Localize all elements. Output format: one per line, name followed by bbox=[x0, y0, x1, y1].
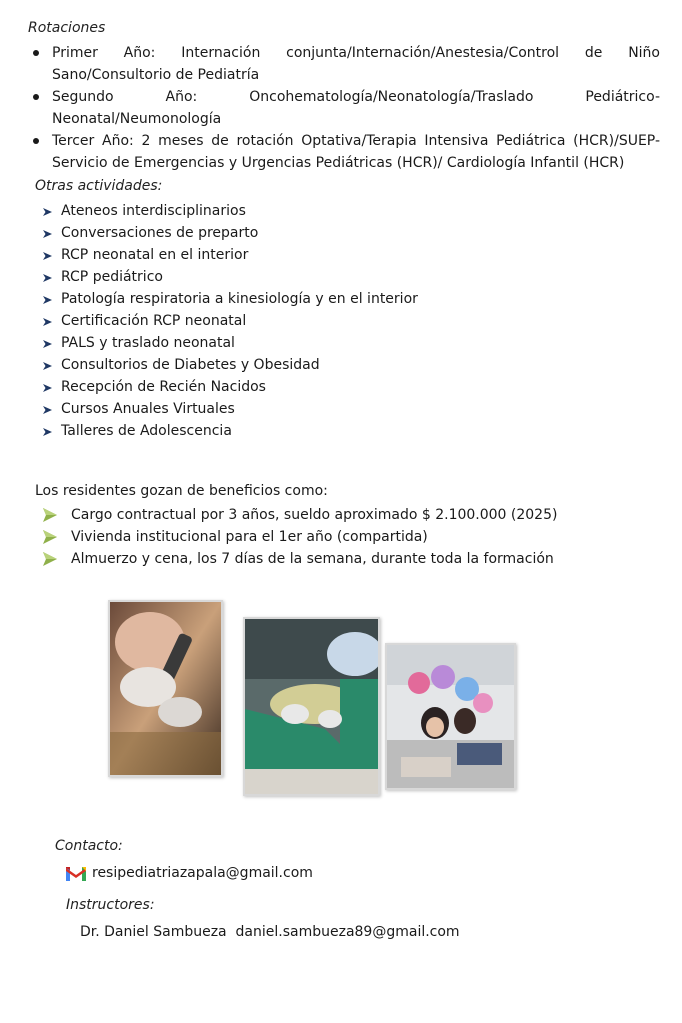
arrow-bullet-icon bbox=[43, 508, 57, 522]
photo-procedure-image bbox=[110, 602, 221, 775]
photo-neonatal-image bbox=[245, 619, 378, 794]
list-item: Tercer Año: 2 meses de rotación Optativa/Terapia Intensiva Pediátrica (HCR)/SUEP- Servicio de Emergencias y Urgencias Pediátricas (HCR)/ Cardiología Infantil (HCR) bbox=[28, 130, 660, 174]
rotations-list bbox=[28, 42, 660, 174]
list-item: Certificación RCP neonatal bbox=[35, 310, 635, 332]
arrow-bullet-icon bbox=[43, 274, 52, 282]
list-item: PALS y traslado neonatal bbox=[35, 332, 635, 354]
rotations-title: Rotaciones bbox=[28, 20, 106, 36]
bullet-dot-icon bbox=[33, 138, 39, 144]
arrow-bullet-icon bbox=[43, 340, 52, 348]
photo-workshop-image bbox=[387, 645, 514, 788]
arrow-bullet-icon bbox=[43, 318, 52, 326]
photo-neonatal bbox=[243, 617, 380, 796]
list-item: RCP pediátrico bbox=[35, 266, 635, 288]
list-item: Talleres de Adolescencia bbox=[35, 420, 635, 442]
photo-workshop bbox=[385, 643, 516, 790]
photo-procedure bbox=[108, 600, 223, 777]
list-item: RCP neonatal en el interior bbox=[35, 244, 635, 266]
bullet-dot-icon bbox=[33, 94, 39, 100]
list-item: Consultorios de Diabetes y Obesidad bbox=[35, 354, 635, 376]
contact-email[interactable]: resipediatriazapala@gmail.com bbox=[92, 865, 313, 881]
arrow-bullet-icon bbox=[43, 296, 52, 304]
list-item: Recepción de Recién Nacidos bbox=[35, 376, 635, 398]
list-item: Vivienda institucional para el 1er año (compartida) bbox=[35, 526, 655, 548]
list-item: Segundo Año: Oncohematología/Neonatología/Traslado Pediátrico-Neonatal/Neumonología bbox=[28, 86, 660, 130]
arrow-bullet-icon bbox=[43, 428, 52, 436]
arrow-bullet-icon bbox=[43, 230, 52, 238]
list-item: Conversaciones de preparto bbox=[35, 222, 635, 244]
benefits-intro: Los residentes gozan de beneficios como: bbox=[35, 483, 328, 499]
instructors-title: Instructores: bbox=[66, 897, 155, 913]
bullet-dot-icon bbox=[33, 50, 39, 56]
activities-list bbox=[35, 200, 635, 442]
list-item: Ateneos interdisciplinarios bbox=[35, 200, 635, 222]
arrow-bullet-icon bbox=[43, 362, 52, 370]
list-item: Cargo contractual por 3 años, sueldo aproximado $ 2.100.000 (2025) bbox=[35, 504, 655, 526]
arrow-bullet-icon bbox=[43, 208, 52, 216]
list-item: Patología respiratoria a kinesiología y en el interior bbox=[35, 288, 635, 310]
arrow-bullet-icon bbox=[43, 552, 57, 566]
contact-title: Contacto: bbox=[55, 838, 123, 854]
list-item: Primer Año: Internación conjunta/Internación/Anestesia/Control de Niño Sano/Consultorio de Pediatría bbox=[28, 42, 660, 86]
arrow-bullet-icon bbox=[43, 406, 52, 414]
activities-title: Otras actividades: bbox=[35, 178, 163, 194]
arrow-bullet-icon bbox=[43, 384, 52, 392]
benefits-list bbox=[35, 504, 655, 570]
arrow-bullet-icon bbox=[43, 530, 57, 544]
list-item: Almuerzo y cena, los 7 días de la semana, durante toda la formación bbox=[35, 548, 655, 570]
list-item: Cursos Anuales Virtuales bbox=[35, 398, 635, 420]
contact-email-row bbox=[66, 865, 313, 881]
gmail-icon bbox=[66, 866, 86, 881]
instructor-entry: Dr. Daniel Sambueza daniel.sambueza89@gmail.com bbox=[80, 924, 460, 940]
arrow-bullet-icon bbox=[43, 252, 52, 260]
